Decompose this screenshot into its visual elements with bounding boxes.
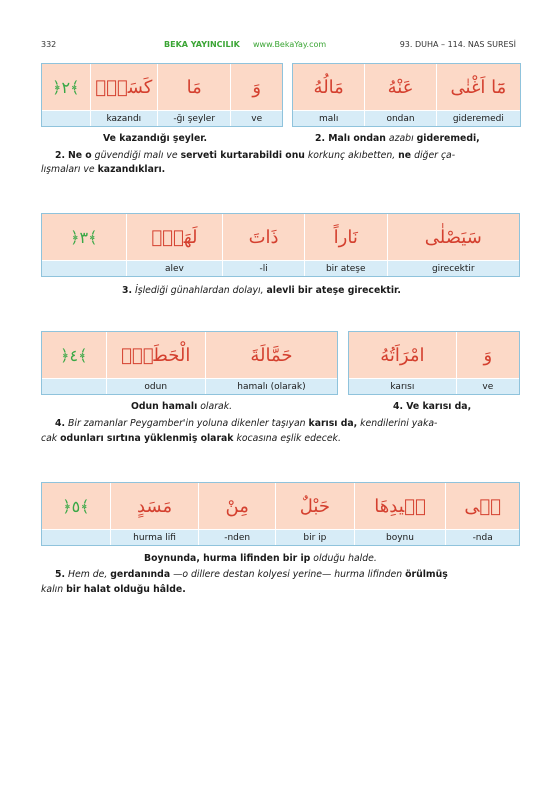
- translation-line: Boynunda, hurma lifinden bir ip olduğu halde.: [144, 553, 377, 564]
- word-cell: [90, 64, 157, 126]
- word-translation: kazandı: [91, 110, 157, 126]
- word-table-verse-4: [41, 331, 338, 395]
- word-cell: [157, 64, 230, 126]
- word-translation: [42, 378, 106, 394]
- word-table-verse-4b: [348, 331, 520, 395]
- arabic-word: جٖيدِهَا: [355, 483, 446, 529]
- arabic-word: فٖى: [446, 483, 519, 529]
- verse-number: ﴾٣﴿: [42, 214, 126, 260]
- word-translation: bir ip: [276, 529, 354, 545]
- arabic-word: مَا: [158, 64, 230, 110]
- word-cell: [456, 332, 519, 394]
- word-table-verse-2b: [292, 63, 521, 127]
- word-cell: [106, 332, 205, 394]
- translation-line: 2. Malı ondan azabı gideremedi,: [315, 133, 480, 144]
- word-translation: boynu: [355, 529, 446, 545]
- verse-number: ﴾٢﴿: [42, 64, 90, 110]
- word-translation: odun: [107, 378, 205, 394]
- word-translation: -li: [223, 260, 304, 276]
- arabic-word: مَالُهُ: [293, 64, 364, 110]
- word-cell: [445, 483, 519, 545]
- publisher-name: BEKA YAYINCILIK: [164, 40, 240, 49]
- arabic-word: ذَاتَ: [223, 214, 304, 260]
- arabic-word: حَبْلٌ: [276, 483, 354, 529]
- word-translation: ondan: [365, 110, 435, 126]
- page-number: 332: [41, 40, 57, 49]
- arabic-word: مَسَدٍ: [111, 483, 199, 529]
- arabic-word: مَٓا اَغْنٰى: [437, 64, 520, 110]
- verse-number-cell: [42, 332, 106, 394]
- translation-line: Ve kazandığı şeyler.: [103, 133, 208, 144]
- arabic-word: كَسَبَۜ: [91, 64, 157, 110]
- word-cell: [198, 483, 275, 545]
- word-table-verse-2: [41, 63, 283, 127]
- word-cell: [275, 483, 354, 545]
- commentary-line: 4. Bir zamanlar Peygamber'in yoluna dikenler taşıyan karısı da, kendilerini yaka-: [55, 418, 438, 429]
- word-translation: [42, 260, 126, 276]
- commentary-line: 5. Hem de, gerdanında —o dillere destan kolyesi yerine— hurma lifinden örülmüş: [55, 569, 448, 580]
- arabic-word: مِنْ: [199, 483, 275, 529]
- verse-number: ﴾٤﴿: [42, 332, 106, 378]
- arabic-word: عَنْهُ: [365, 64, 435, 110]
- word-cell: [222, 214, 304, 276]
- word-cell: [387, 214, 519, 276]
- word-translation: -nda: [446, 529, 519, 545]
- word-translation: alev: [127, 260, 223, 276]
- word-table-verse-5: [41, 482, 520, 546]
- word-cell: [436, 64, 520, 126]
- word-cell: [126, 214, 223, 276]
- arabic-word: وَ: [231, 64, 282, 110]
- word-cell: [205, 332, 337, 394]
- word-translation: girecektir: [388, 260, 519, 276]
- translation-line: Odun hamalı olarak.: [131, 401, 233, 412]
- arabic-word: نَاراً: [305, 214, 387, 260]
- commentary-line: 3. İşlediği günahlardan dolayı, alevli bir ateşe girecektir.: [122, 285, 401, 296]
- arabic-word: وَ: [457, 332, 519, 378]
- word-translation: karısı: [349, 378, 456, 394]
- word-translation: [42, 529, 110, 545]
- word-translation: hamalı (olarak): [206, 378, 337, 394]
- commentary-line: lışmaları ve kazandıkları.: [41, 164, 166, 175]
- word-translation: malı: [293, 110, 364, 126]
- word-cell: [354, 483, 446, 545]
- verse-number-cell: [42, 483, 110, 545]
- verse-number: ﴾٥﴿: [42, 483, 110, 529]
- word-cell: [364, 64, 435, 126]
- word-cell: [230, 64, 282, 126]
- translation-line: 4. Ve karısı da,: [393, 401, 472, 412]
- word-cell: [293, 64, 364, 126]
- arabic-word: سَيَصْلٰى: [388, 214, 519, 260]
- word-translation: ve: [231, 110, 282, 126]
- arabic-word: الْحَطَبِۚ: [107, 332, 205, 378]
- word-translation: hurma lifi: [111, 529, 199, 545]
- word-cell: [110, 483, 199, 545]
- section-title: 93. DUHA – 114. NAS SURESİ: [399, 40, 516, 49]
- arabic-word: حَمَّالَةَ: [206, 332, 337, 378]
- word-cell: [304, 214, 387, 276]
- word-translation: gideremedi: [437, 110, 520, 126]
- word-translation: [42, 110, 90, 126]
- arabic-word: لَهَبٍۚ: [127, 214, 223, 260]
- word-translation: bir ateşe: [305, 260, 387, 276]
- publisher-website: www.BekaYay.com: [253, 40, 327, 49]
- commentary-line: kalın bir halat olduğu hâlde.: [41, 584, 186, 595]
- word-table-verse-3: [41, 213, 520, 277]
- word-translation: -nden: [199, 529, 275, 545]
- verse-number-cell: [42, 214, 126, 276]
- word-translation: ve: [457, 378, 519, 394]
- verse-number-cell: [42, 64, 90, 126]
- arabic-word: امْرَاَتُهُ: [349, 332, 456, 378]
- word-translation: -ğı şeyler: [158, 110, 230, 126]
- word-cell: [349, 332, 456, 394]
- commentary-line: cak odunları sırtına yüklenmiş olarak kocasına eşlik edecek.: [41, 433, 341, 444]
- commentary-line: 2. Ne o güvendiği malı ve serveti kurtarabildi onu korkunç akıbetten, ne diğer ça-: [55, 150, 456, 161]
